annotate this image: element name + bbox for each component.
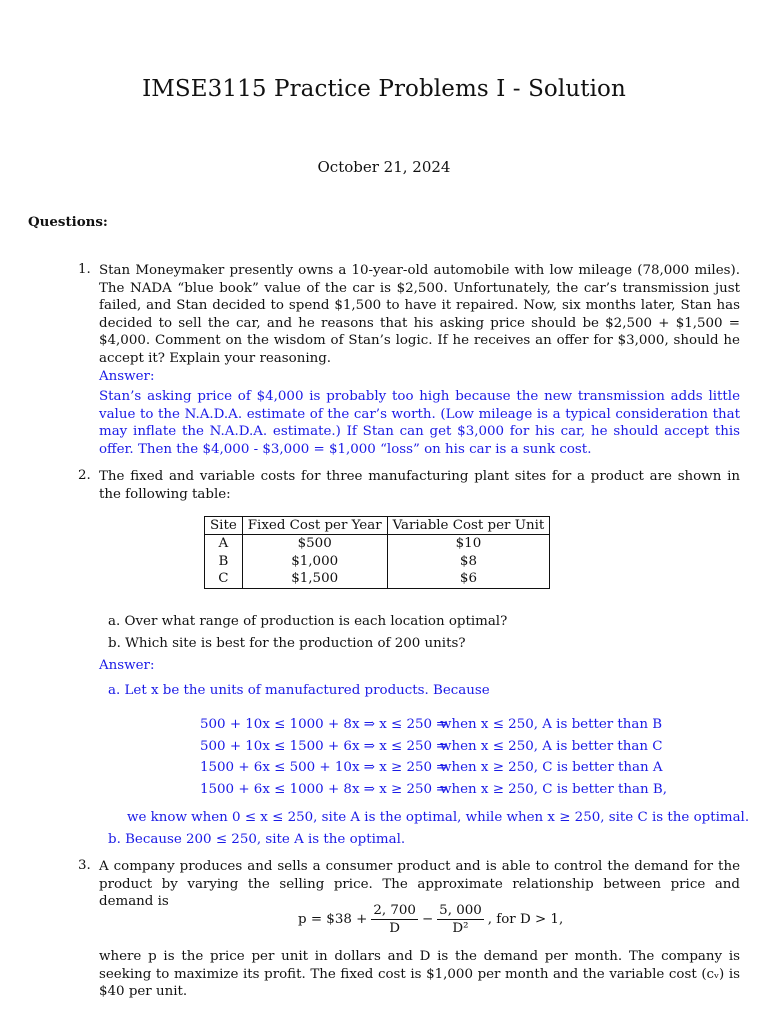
fraction-denominator: D² [452,921,469,936]
inequality-row [200,779,670,801]
formula-tail: , for D > 1, [487,912,564,927]
table-cell: C [205,570,243,588]
inequality-row [200,736,670,758]
table-cell: $1,500 [242,570,387,588]
table-cell: $10 [387,535,550,553]
formula-fraction-2 [437,902,484,937]
inequality-lhs: 500 + 10x ≤ 1000 + 8x ⇒ x ≤ 250 ⇒ [200,717,448,732]
inequality-lhs: 1500 + 6x ≤ 1000 + 8x ⇒ x ≥ 250 ⇒ [200,781,448,797]
question-2-part-a: a. Over what range of production is each location optimal? [108,614,508,629]
table-cell: B [205,553,243,570]
table-row [205,553,550,570]
document-title: IMSE3115 Practice Problems I - Solution [142,76,626,102]
table-cell: A [205,535,243,553]
questions-heading: Questions: [28,214,108,230]
formula-fraction-1 [371,902,418,937]
question-2-answer-a-intro: a. Let x be the units of manufactured products. Because [108,683,490,698]
fraction-numerator: 5, 000 [439,903,482,918]
question-1-answer-label: Answer: [99,368,155,384]
cost-table-header: Variable Cost per Unit [387,517,550,535]
cost-table-header-row [205,517,550,535]
table-cell: $1,000 [242,553,387,570]
fraction-numerator: 2, 700 [373,903,416,918]
inequality-rhs: when x ≥ 250, C is better than A [440,760,663,775]
question-3-text: A company produces and sells a consumer product and is able to control the demand for the product by varying the selling price. The approximate relationship between price and demand is [99,859,740,910]
cost-table-header: Fixed Cost per Year [242,517,387,535]
cost-table [204,516,550,589]
table-cell: $500 [242,535,387,553]
cost-table-header: Site [205,517,243,535]
question-2-text: The fixed and variable costs for three manufacturing plant sites for a product are shown in the following table: [99,469,740,502]
document-date: October 21, 2024 [317,158,451,176]
question-2-answer-a-conclusion: we know when 0 ≤ x ≤ 250, site A is the optimal, while when x ≥ 250, site C is the optimal. [127,810,750,825]
table-cell: $6 [387,570,550,588]
question-2-answer-label: Answer: [99,658,155,673]
table-cell: $8 [387,553,550,570]
question-1-answer: Stan’s asking price of $4,000 is probably too high because the new transmission adds little value to the N.A.D.A. estimate of the car’s worth. (Low mileage is a typical consideration that may inflate the N.A.D.A. estimate.) If Stan can get $3,000 for his car, he should accept this offer. Then the $4,000 - $3,000 = $1,000 “loss” on his car is a sunk cost. [99,389,740,457]
inequality-rhs: when x ≤ 250, A is better than C [440,738,663,754]
question-1-text: Stan Moneymaker presently owns a 10-year-old automobile with low mileage (78,000 miles). The NADA “blue book” value of the car is $2,500. Unfortunately, the car’s transmission just failed, and Stan decided to spend $1,500 to have it repaired. Now, six months later, Stan has decided to sell the car, and he reasons that his asking price should be $2,500 + $1,500 = $4,000. Comment on the wisdom of Stan’s logic. If he receives an offer for $3,000, should he accept it? Explain your reasoning. [99,263,740,366]
table-row [205,535,550,553]
formula-minus: − [421,912,434,927]
question-3-number: 3. [78,858,91,873]
price-demand-formula [298,902,563,937]
question-1-number: 1. [78,262,91,277]
question-3-after-text: where p is the price per unit in dollars and D is the demand per month. The company is seeking to maximize its profit. The fixed cost is $1,000 per month and the variable cost (cᵥ) is $40 per unit. [99,949,740,1000]
fraction-denominator: D [389,921,401,936]
inequality-lhs: 1500 + 6x ≤ 500 + 10x ⇒ x ≥ 250 ⇒ [200,760,448,775]
inequality-row [200,714,670,736]
inequality-rhs: when x ≥ 250, C is better than B, [440,781,667,797]
inequality-rhs: when x ≤ 250, A is better than B [440,717,663,732]
question-2-number: 2. [78,468,91,483]
formula-lhs: p = $38 + [298,912,368,927]
inequality-row [200,757,670,779]
inequality-block [200,714,670,800]
inequality-lhs: 500 + 10x ≤ 1500 + 6x ⇒ x ≤ 250 ⇒ [200,738,448,754]
question-2-answer-b: b. Because 200 ≤ 250, site A is the optimal. [108,832,406,847]
question-2-part-b: b. Which site is best for the production of 200 units? [108,636,466,651]
table-row [205,570,550,588]
